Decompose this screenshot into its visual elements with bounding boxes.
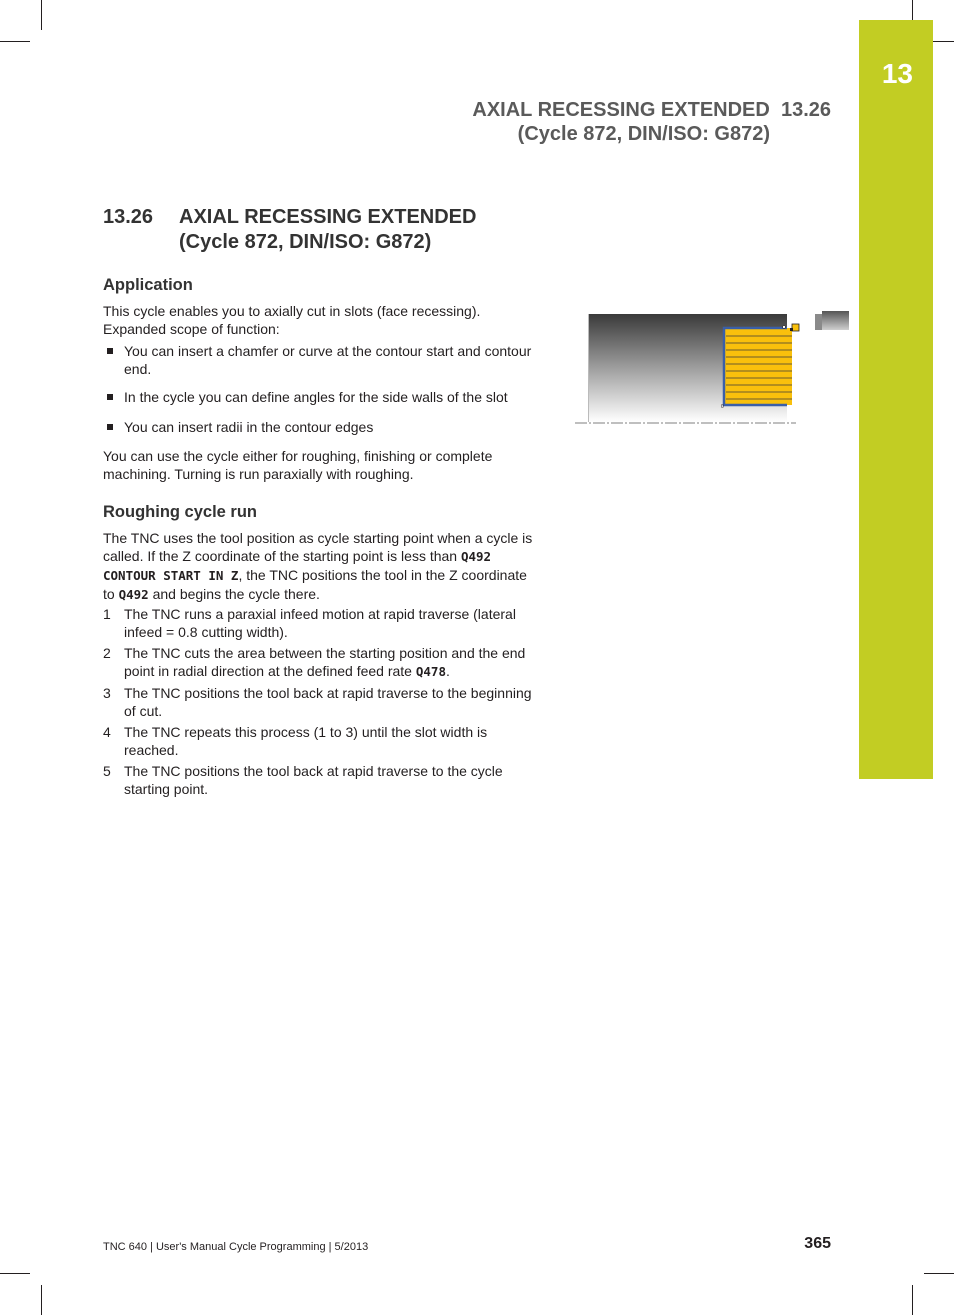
bullet-icon (107, 394, 113, 400)
tool-holder (822, 311, 849, 330)
list-item: 1 The TNC runs a paraxial infeed motion at rapid traverse (lateral infeed = 0.8 cutting width). (103, 606, 516, 640)
section-title-line1: AXIAL RECESSING EXTENDED (179, 206, 477, 228)
bullet-icon (107, 424, 113, 430)
crop-mark (0, 41, 30, 42)
chapter-number: 13 (881, 58, 913, 89)
parameter-code: Q492 CONTOUR START IN Z (103, 549, 492, 583)
section-title (103, 205, 476, 255)
bullet-icon (107, 348, 113, 354)
page-number: 365 (804, 1235, 831, 1252)
recessing-illustration (572, 310, 854, 430)
crop-mark (912, 0, 913, 20)
running-head-line2: (Cycle 872, DIN/ISO: G872) (517, 123, 770, 145)
list-item: 3 The TNC positions the tool back at rapid traverse to the beginning of cut. (103, 685, 532, 719)
list-item: In the cycle you can define angles for the side walls of the slot (103, 388, 533, 406)
running-head (472, 98, 831, 146)
application-heading: Application (103, 276, 193, 294)
crop-mark (0, 1273, 30, 1274)
crop-mark (41, 0, 42, 30)
slot-area (724, 328, 792, 405)
list-item: 2 The TNC cuts the area between the starting position and the end point in radial direction at the defined feed rate Q478. (103, 645, 526, 679)
section-title-line2: (Cycle 872, DIN/ISO: G872) (179, 231, 432, 253)
crop-mark (41, 1285, 42, 1315)
list-item: You can insert radii in the contour edges (103, 418, 533, 436)
tool-holder-front (815, 314, 822, 330)
parameter-code: Q478 (415, 664, 446, 679)
list-item: 4 The TNC repeats this process (1 to 3) until the slot width is reached. (103, 724, 488, 758)
application-outro: You can use the cycle either for roughing, finishing or complete machining. Turning is run paraxially with roughing. (103, 448, 493, 482)
footer-text: TNC 640 | User's Manual Cycle Programming | 5/2013 (103, 1241, 369, 1253)
contour-start-marker (783, 326, 786, 329)
running-head-line1: AXIAL RECESSING EXTENDED 13.26 (472, 99, 831, 121)
section-number: 13.26 (103, 206, 154, 228)
workpiece-edge (588, 314, 589, 422)
crop-mark (912, 1285, 913, 1315)
application-intro: This cycle enables you to axially cut in slots (face recessing). Expanded scope of function: (103, 303, 481, 337)
list-item: You can insert a chamfer or curve at the contour start and contour end. (103, 342, 533, 378)
origin-label: 0 (721, 404, 724, 410)
list-item: 5 The TNC positions the tool back at rapid traverse to the cycle starting point. (103, 763, 503, 797)
tool-tip (792, 324, 799, 331)
parameter-code: Q492 (118, 587, 149, 602)
roughing-heading: Roughing cycle run (103, 503, 258, 521)
start-point-marker (790, 328, 793, 331)
chapter-tab (859, 20, 933, 779)
crop-mark (924, 1273, 954, 1274)
roughing-intro: The TNC uses the tool position as cycle starting point when a cycle is called. If the Z coordinate of the starting point is less than Q492 CONTOUR START IN Z, the TNC positions the tool in the Z coordinate to Q492 and begins the cycle there. (103, 530, 533, 602)
